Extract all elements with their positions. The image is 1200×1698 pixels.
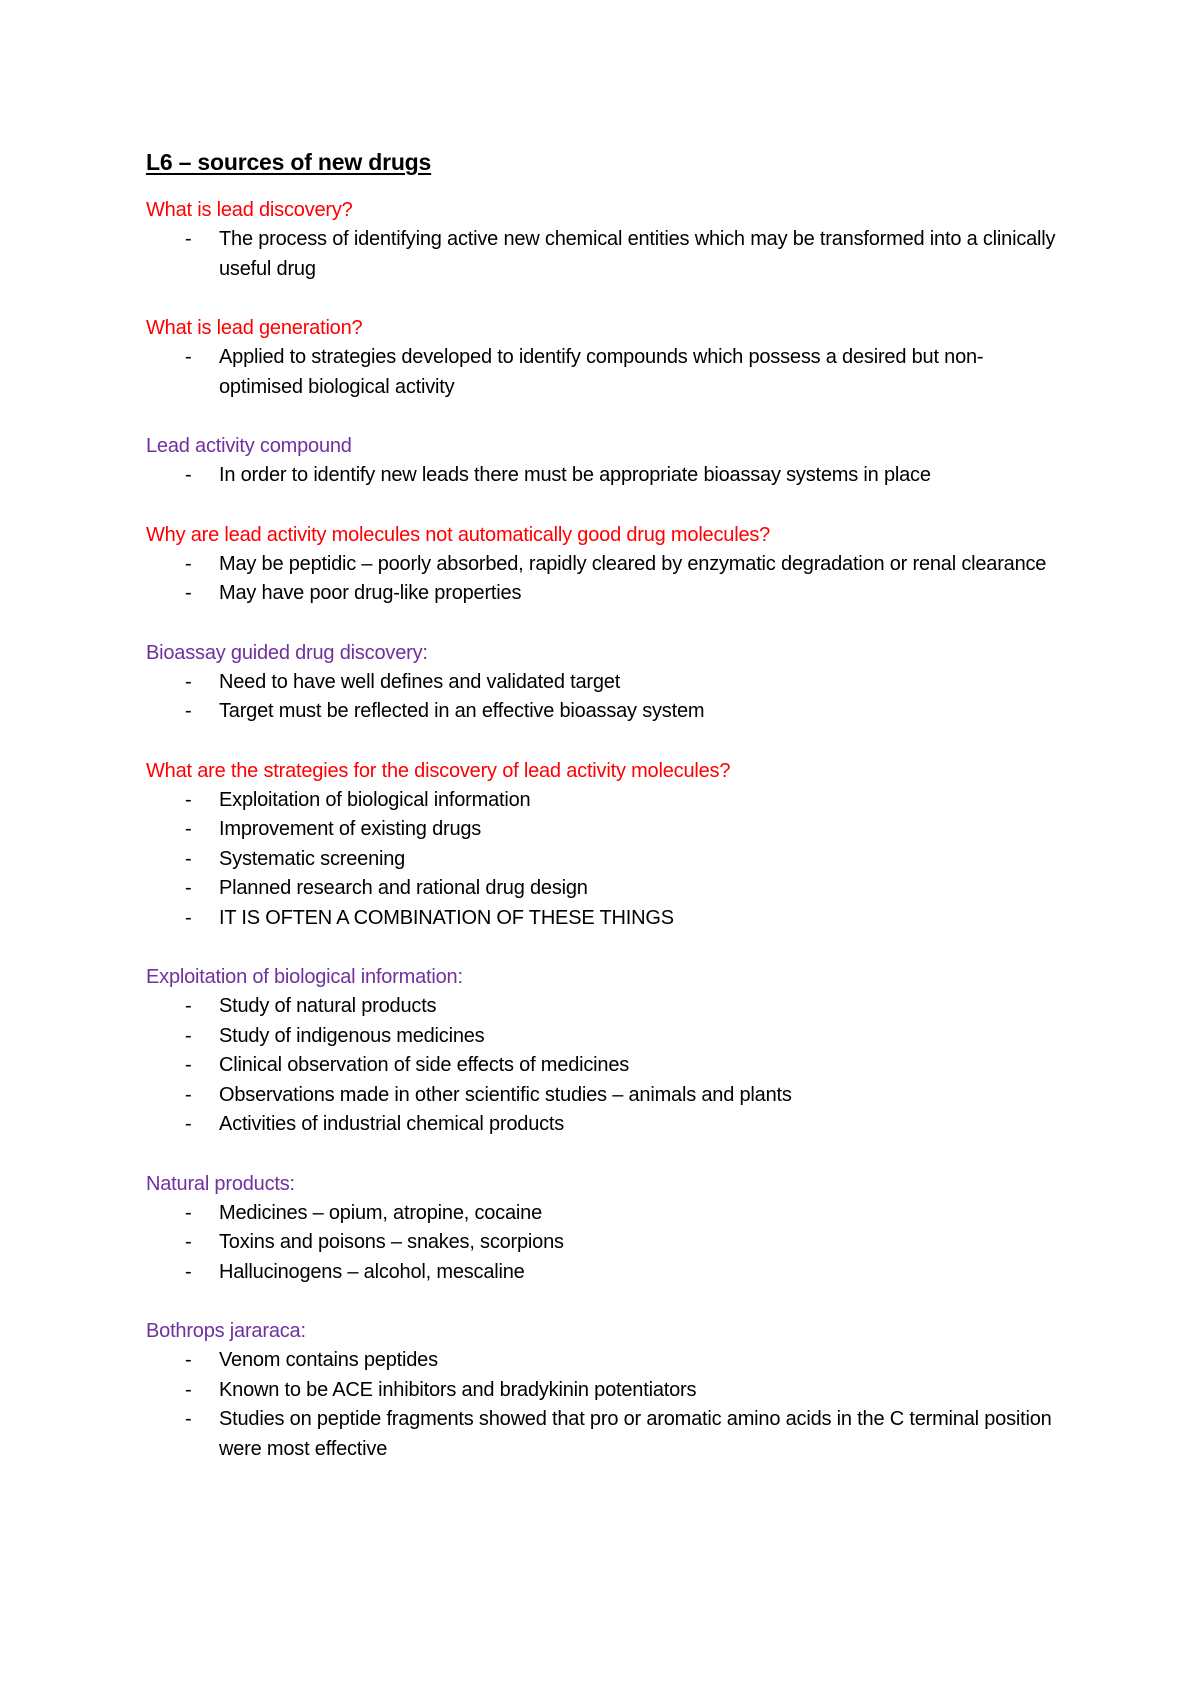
section-heading: Bioassay guided drug discovery: [146,641,428,664]
section [146,757,1066,934]
list-item-text: Activities of industrial chemical products [219,1113,565,1135]
bullet-list [146,992,1066,1140]
list-item-text: Known to be ACE inhibitors and bradykinin potentiators [219,1378,697,1401]
bullet-dash: - [185,1054,192,1076]
section-heading: Lead activity compound [146,435,352,457]
list-item [146,845,1066,875]
bullet-list [146,1346,1066,1464]
list-item-text: Exploitation of biological information [219,788,531,811]
section [146,963,1066,1140]
section [146,432,1066,491]
list-item-text: Studies on peptide fragments showed that pro or aromatic amino acids in the C terminal position were most effective [219,1408,1052,1460]
bullet-dash: - [185,228,192,250]
list-item [146,697,1066,727]
bullet-dash: - [185,1260,192,1283]
list-item-text: Venom contains peptides [219,1349,438,1371]
list-item-text: Medicines – opium, atropine, cocaine [219,1201,542,1224]
list-item-text: Study of natural products [219,995,437,1017]
bullet-dash: - [185,1231,192,1253]
document-content [146,146,1066,1494]
list-item-text: Clinical observation of side effects of medicines [219,1054,630,1076]
list-item-text: Applied to strategies developed to identify compounds which possess a desired but non-optimised biological activity [219,346,984,398]
bullet-list [146,550,1066,609]
section-heading: Natural products: [146,1172,295,1195]
list-item [146,461,1066,491]
bullet-dash: - [185,877,192,899]
bullet-dash: - [185,670,192,693]
bullet-dash: - [185,847,192,870]
list-item-text: Planned research and rational drug design [219,877,588,899]
list-item-text: Need to have well defines and validated target [219,670,621,693]
list-item [146,1022,1066,1052]
list-item-text: The process of identifying active new chemical entities which may be transformed into a clinically useful drug [219,228,1056,280]
list-item [146,992,1066,1022]
list-item [146,1346,1066,1376]
list-item [146,550,1066,580]
list-item [146,786,1066,816]
list-item [146,815,1066,845]
bullet-dash: - [185,1378,192,1401]
bullet-dash: - [185,700,192,722]
section [146,639,1066,727]
bullet-list [146,1199,1066,1288]
list-item [146,1258,1066,1288]
document-title: L6 – sources of new drugs [146,149,432,175]
list-item [146,904,1066,934]
bullet-dash: - [185,818,192,840]
section-heading: Bothrops jararaca: [146,1320,306,1342]
list-item [146,1376,1066,1406]
list-item-text: Target must be reflected in an effective bioassay system [219,700,705,722]
list-item-text: Hallucinogens – alcohol, mescaline [219,1260,525,1283]
section-heading: What are the strategies for the discovery of lead activity molecules? [146,759,731,782]
list-item [146,579,1066,609]
list-item-text: Study of indigenous medicines [219,1024,485,1047]
bullet-dash: - [185,1201,192,1224]
list-item-text: Systematic screening [219,847,406,870]
list-item [146,343,1066,402]
list-item-text: IT IS OFTEN A COMBINATION OF THESE THINGS [219,906,674,929]
section [146,1317,1066,1464]
bullet-list [146,225,1066,284]
bullet-dash: - [185,346,192,368]
list-item-text: In order to identify new leads there must be appropriate bioassay systems in place [219,464,931,486]
bullet-dash: - [185,1349,192,1371]
list-item [146,225,1066,284]
bullet-list [146,668,1066,727]
list-item-text: Improvement of existing drugs [219,818,482,840]
list-item [146,1051,1066,1081]
bullet-dash: - [185,1083,192,1106]
list-item-text: May have poor drug-like properties [219,582,522,604]
section [146,1170,1066,1288]
bullet-dash: - [185,464,192,486]
list-item [146,1081,1066,1111]
bullet-dash: - [185,1113,192,1135]
bullet-dash: - [185,906,192,929]
list-item-text: May be peptidic – poorly absorbed, rapidly cleared by enzymatic degradation or renal clearance [219,552,1047,575]
list-item-text: Toxins and poisons – snakes, scorpions [219,1231,564,1253]
bullet-dash: - [185,788,192,811]
bullet-dash: - [185,995,192,1017]
bullet-dash: - [185,1408,192,1430]
section [146,196,1066,284]
list-item [146,1110,1066,1140]
list-item [146,1228,1066,1258]
section [146,314,1066,402]
list-item-text: Observations made in other scientific studies – animals and plants [219,1083,792,1106]
section-heading: What is lead generation? [146,317,363,339]
list-item [146,1405,1066,1464]
bullet-dash: - [185,582,192,604]
section-list [146,196,1066,1464]
section-heading: Why are lead activity molecules not automatically good drug molecules? [146,523,771,546]
bullet-dash: - [185,552,192,575]
bullet-list [146,461,1066,491]
list-item [146,874,1066,904]
section [146,521,1066,609]
list-item [146,1199,1066,1229]
bullet-dash: - [185,1024,192,1047]
bullet-list [146,786,1066,934]
list-item [146,668,1066,698]
section-heading: What is lead discovery? [146,199,353,221]
bullet-list [146,343,1066,402]
section-heading: Exploitation of biological information: [146,966,463,988]
